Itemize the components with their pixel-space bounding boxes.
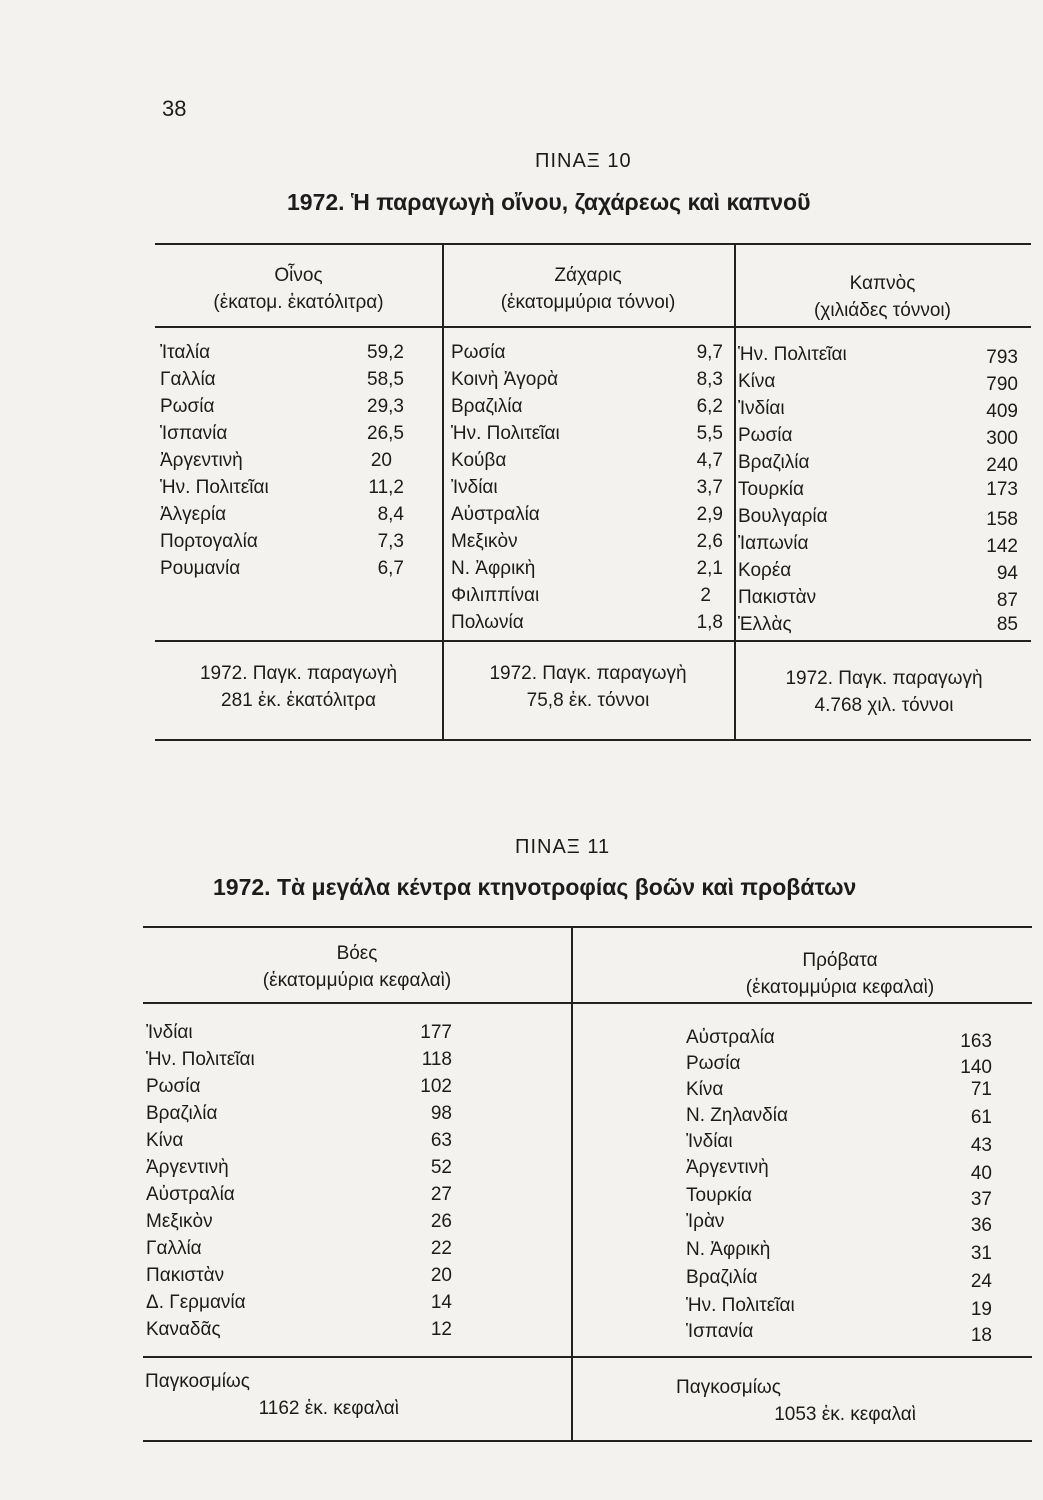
country-name: Δ. Γερμανία <box>146 1292 246 1313</box>
table-row <box>686 1208 992 1235</box>
value: 71 <box>970 1079 992 1100</box>
total-label: Παγκοσμίως <box>145 1371 250 1392</box>
country-name: Βουλγαρία <box>738 506 828 527</box>
value: 26 <box>430 1211 452 1232</box>
table11-top-rule <box>143 926 1032 928</box>
table-row <box>686 1050 992 1077</box>
value: 3,7 <box>696 477 723 498</box>
country-name: Ἀργεντινὴ <box>160 450 243 471</box>
table-row <box>451 447 723 474</box>
value: 9,7 <box>696 342 723 363</box>
country-name: Φιλιππίναι <box>451 585 540 606</box>
country-name: Αὐστραλία <box>146 1184 235 1205</box>
table-row <box>451 501 723 528</box>
country-name: Αὐστραλία <box>451 504 540 525</box>
value: 26,5 <box>367 423 404 444</box>
total-value: 4.768 χιλ. τόννοι <box>814 695 954 716</box>
country-name: Κούβα <box>451 450 507 471</box>
country-name: Ἀργεντινὴ <box>146 1157 229 1178</box>
header-unit: (ἑκατομμύρια κεφαλαὶ) <box>262 970 452 991</box>
country-name: Ν. Ἀφρικὴ <box>451 558 536 579</box>
table-row <box>160 501 404 528</box>
value: 240 <box>986 455 1018 476</box>
total-label: 1972. Παγκ. παραγωγὴ <box>489 663 687 684</box>
table-row <box>686 1292 992 1319</box>
table11-bottom-rule <box>143 1440 1032 1442</box>
table-row <box>146 1181 452 1208</box>
table11-header-cattle <box>143 940 571 994</box>
header-title: Ζάχαρις <box>554 265 622 286</box>
value: 8,4 <box>377 504 404 525</box>
table-row <box>146 1208 452 1235</box>
table-row <box>451 582 723 609</box>
country-name: Ρωσία <box>160 396 215 417</box>
country-name: Ρωσία <box>738 425 793 446</box>
table10-header-sugar <box>442 262 734 316</box>
country-name: Ἀργεντινὴ <box>686 1157 769 1178</box>
table-row <box>160 393 404 420</box>
country-name: Πολωνία <box>451 612 524 633</box>
table-row <box>686 1076 992 1103</box>
table-row <box>738 422 1018 449</box>
total-label: 1972. Παγκ. παραγωγὴ <box>199 663 398 684</box>
page-number: 38 <box>162 96 187 121</box>
value: 20 <box>370 450 392 471</box>
table-row <box>160 420 404 447</box>
country-name: Ἰαπωνία <box>738 533 809 554</box>
country-name: Βραζιλία <box>738 452 810 473</box>
table-row <box>451 609 723 636</box>
value: 37 <box>970 1189 992 1210</box>
table-row <box>160 339 404 366</box>
country-name: Ἰνδίαι <box>738 398 785 419</box>
value: 7,3 <box>377 531 404 552</box>
country-name: Αὐστραλία <box>686 1027 775 1048</box>
table10-header-rule <box>155 326 1031 328</box>
value: 19 <box>970 1299 992 1320</box>
value: 40 <box>970 1163 992 1184</box>
table-row <box>146 1046 452 1073</box>
country-name: Ἱσπανία <box>160 423 228 444</box>
country-name: Ἡν. Πολιτεῖαι <box>160 477 269 498</box>
country-name: Κορέα <box>738 560 792 581</box>
total-value: 1053 ἑκ. κεφαλαὶ <box>774 1404 916 1425</box>
table-row <box>686 1154 992 1184</box>
value: 790 <box>986 374 1018 395</box>
header-title: Καπνὸς <box>849 273 916 294</box>
table-row <box>686 1236 992 1263</box>
table-row <box>160 555 404 582</box>
total-label: Παγκοσμίως <box>676 1377 781 1398</box>
table-row <box>451 528 723 555</box>
table10-title: 1972. Ἡ παραγωγὴ οἴνου, ζαχάρεως καὶ καπνοῦ <box>287 189 811 215</box>
country-name: Ρωσία <box>451 342 506 363</box>
table-row <box>146 1154 452 1181</box>
value: 14 <box>430 1292 452 1313</box>
header-unit: (χιλιάδες τόννοι) <box>814 300 951 321</box>
country-name: Μεξικὸν <box>451 531 518 552</box>
value: 2,9 <box>696 504 723 525</box>
table11-total-cattle <box>143 1368 399 1422</box>
table-row <box>738 584 1018 611</box>
value: 6,2 <box>696 396 723 417</box>
table11-total-rule <box>143 1356 1032 1358</box>
country-name: Κοινὴ Ἀγορὰ <box>451 369 559 390</box>
country-name: Καναδᾶς <box>146 1319 221 1340</box>
value: 98 <box>430 1103 452 1124</box>
country-name: Κίνα <box>686 1079 724 1100</box>
country-name: Ἰνδίαι <box>686 1131 733 1152</box>
value: 142 <box>986 536 1018 557</box>
table-row <box>146 1100 452 1127</box>
header-unit: (ἑκατομμύρια κεφαλαὶ) <box>745 977 935 998</box>
table10-header-wine <box>155 262 442 316</box>
value: 58,5 <box>367 369 404 390</box>
country-name: Πακιστὰν <box>146 1265 225 1286</box>
total-value: 75,8 ἑκ. τόννοι <box>526 690 650 711</box>
table-row <box>738 476 1018 503</box>
value: 20 <box>430 1265 452 1286</box>
country-name: Ἡν. Πολιτεῖαι <box>451 423 560 444</box>
total-value: 1162 ἑκ. κεφαλαὶ <box>258 1398 399 1419</box>
country-name: Ἰνδίαι <box>146 1022 193 1043</box>
table-row <box>146 1262 452 1289</box>
value: 6,7 <box>377 558 404 579</box>
table-row <box>686 1024 992 1051</box>
value: 36 <box>970 1215 992 1236</box>
table-row <box>146 1127 452 1154</box>
table-row <box>738 449 1018 476</box>
table10-total-tobacco <box>734 665 1034 719</box>
table10-total-rule <box>155 640 1031 642</box>
table-row <box>146 1235 452 1262</box>
country-name: Ρουμανία <box>160 558 241 579</box>
country-name: Τουρκία <box>738 479 804 500</box>
table-row <box>686 1318 992 1345</box>
table-row <box>686 1182 992 1209</box>
country-name: Ἀλγερία <box>160 504 227 525</box>
country-name: Βραζιλία <box>451 396 523 417</box>
value: 2,6 <box>696 531 723 552</box>
table10-top-rule <box>155 243 1031 245</box>
table-row <box>146 1289 452 1316</box>
country-name: Πακιστὰν <box>738 587 817 608</box>
value: 5,5 <box>696 423 723 444</box>
table-row <box>160 528 404 555</box>
country-name: Ἱσπανία <box>686 1321 754 1342</box>
total-value: 281 ἑκ. ἑκατόλιτρα <box>221 690 376 711</box>
country-name: Πορτογαλία <box>160 531 258 552</box>
header-unit: (ἑκατομμύρια τόννοι) <box>500 292 676 313</box>
value: 140 <box>960 1057 992 1078</box>
table-row <box>160 474 404 501</box>
value: 793 <box>986 347 1018 368</box>
country-name: Ἰταλία <box>160 342 211 363</box>
table-row <box>686 1128 992 1155</box>
value: 12 <box>430 1319 452 1340</box>
table-row <box>686 1102 992 1129</box>
value: 87 <box>996 590 1018 611</box>
table-row <box>738 341 1018 368</box>
table11-total-sheep <box>676 1374 916 1428</box>
value: 22 <box>430 1238 452 1259</box>
table10-bottom-rule <box>155 739 1031 741</box>
value: 29,3 <box>367 396 404 417</box>
country-name: Μεξικὸν <box>146 1211 213 1232</box>
country-name: Γαλλία <box>160 369 216 390</box>
value: 102 <box>420 1076 452 1097</box>
value: 4,7 <box>696 450 723 471</box>
value: 177 <box>420 1022 452 1043</box>
country-name: Τουρκία <box>686 1185 752 1206</box>
table-row <box>451 555 723 582</box>
table-row <box>451 393 723 420</box>
table11-header-sheep <box>690 947 990 1001</box>
table-row <box>451 366 723 393</box>
country-name: Ν. Ἀφρικὴ <box>686 1239 771 1260</box>
country-name: Ἰρὰν <box>686 1211 725 1232</box>
country-name: Ἰνδίαι <box>451 477 498 498</box>
value: 118 <box>421 1049 452 1070</box>
table-row <box>738 530 1018 557</box>
value: 300 <box>986 428 1018 449</box>
value: 1,8 <box>696 612 723 633</box>
header-title: Οἶνος <box>274 265 323 286</box>
country-name: Ἡν. Πολιτεῖαι <box>146 1049 255 1070</box>
table11-caption: ΠΙΝΑΞ 11 <box>515 836 611 858</box>
country-name: Ἑλλὰς <box>738 614 792 635</box>
value: 85 <box>996 614 1018 635</box>
table-row <box>738 557 1018 584</box>
country-name: Βραζιλία <box>146 1103 218 1124</box>
value: 43 <box>970 1135 992 1156</box>
header-title: Πρόβατα <box>802 950 878 971</box>
value: 24 <box>970 1271 992 1292</box>
value: 61 <box>970 1107 992 1128</box>
table-row <box>146 1316 452 1343</box>
country-name: Βραζιλία <box>686 1267 758 1288</box>
value: 409 <box>986 401 1018 422</box>
total-label: 1972. Παγκ. παραγωγὴ <box>785 668 983 689</box>
header-title: Βόες <box>336 943 378 964</box>
value: 158 <box>986 509 1018 530</box>
value: 18 <box>970 1325 992 1346</box>
table-row <box>451 474 723 501</box>
table11-title: 1972. Τὰ μεγάλα κέντρα κτηνοτροφίας βοῶν καὶ προβάτων <box>213 874 857 900</box>
country-name: Κίνα <box>738 371 776 392</box>
table-row <box>738 503 1018 530</box>
value: 163 <box>960 1031 992 1052</box>
country-name: Ἡν. Πολιτεῖαι <box>686 1295 795 1316</box>
table10-caption: ΠΙΝΑΞ 10 <box>535 150 632 172</box>
country-name: Ν. Ζηλανδία <box>686 1105 788 1126</box>
table-row <box>146 1019 452 1046</box>
table-row <box>451 339 723 366</box>
table11-header-rule <box>143 1002 1032 1004</box>
value: 2 <box>700 585 711 606</box>
value: 94 <box>996 563 1018 584</box>
value: 8,3 <box>696 369 723 390</box>
value: 2,1 <box>696 558 723 579</box>
table-row <box>451 420 723 447</box>
table10-header-tobacco <box>734 270 1031 324</box>
table10-total-sugar <box>442 660 734 714</box>
country-name: Γαλλία <box>146 1238 202 1259</box>
table-row <box>160 447 404 474</box>
value: 27 <box>430 1184 452 1205</box>
value: 11,2 <box>368 477 404 498</box>
value: 173 <box>986 479 1018 500</box>
table-row <box>146 1073 452 1100</box>
table-row <box>160 366 404 393</box>
value: 63 <box>430 1130 452 1151</box>
header-unit: (ἑκατομ. ἑκατόλιτρα) <box>213 292 384 313</box>
value: 31 <box>970 1243 992 1264</box>
value: 52 <box>430 1157 452 1178</box>
table-row <box>686 1264 992 1291</box>
table10-total-wine <box>155 660 442 714</box>
country-name: Ρωσία <box>146 1076 201 1097</box>
country-name: Ρωσία <box>686 1053 741 1074</box>
table-row <box>738 368 1018 395</box>
value: 59,2 <box>367 342 404 363</box>
country-name: Κίνα <box>146 1130 184 1151</box>
table-row <box>738 611 1018 638</box>
country-name: Ἡν. Πολιτεῖαι <box>738 344 847 365</box>
table-row <box>738 395 1018 422</box>
